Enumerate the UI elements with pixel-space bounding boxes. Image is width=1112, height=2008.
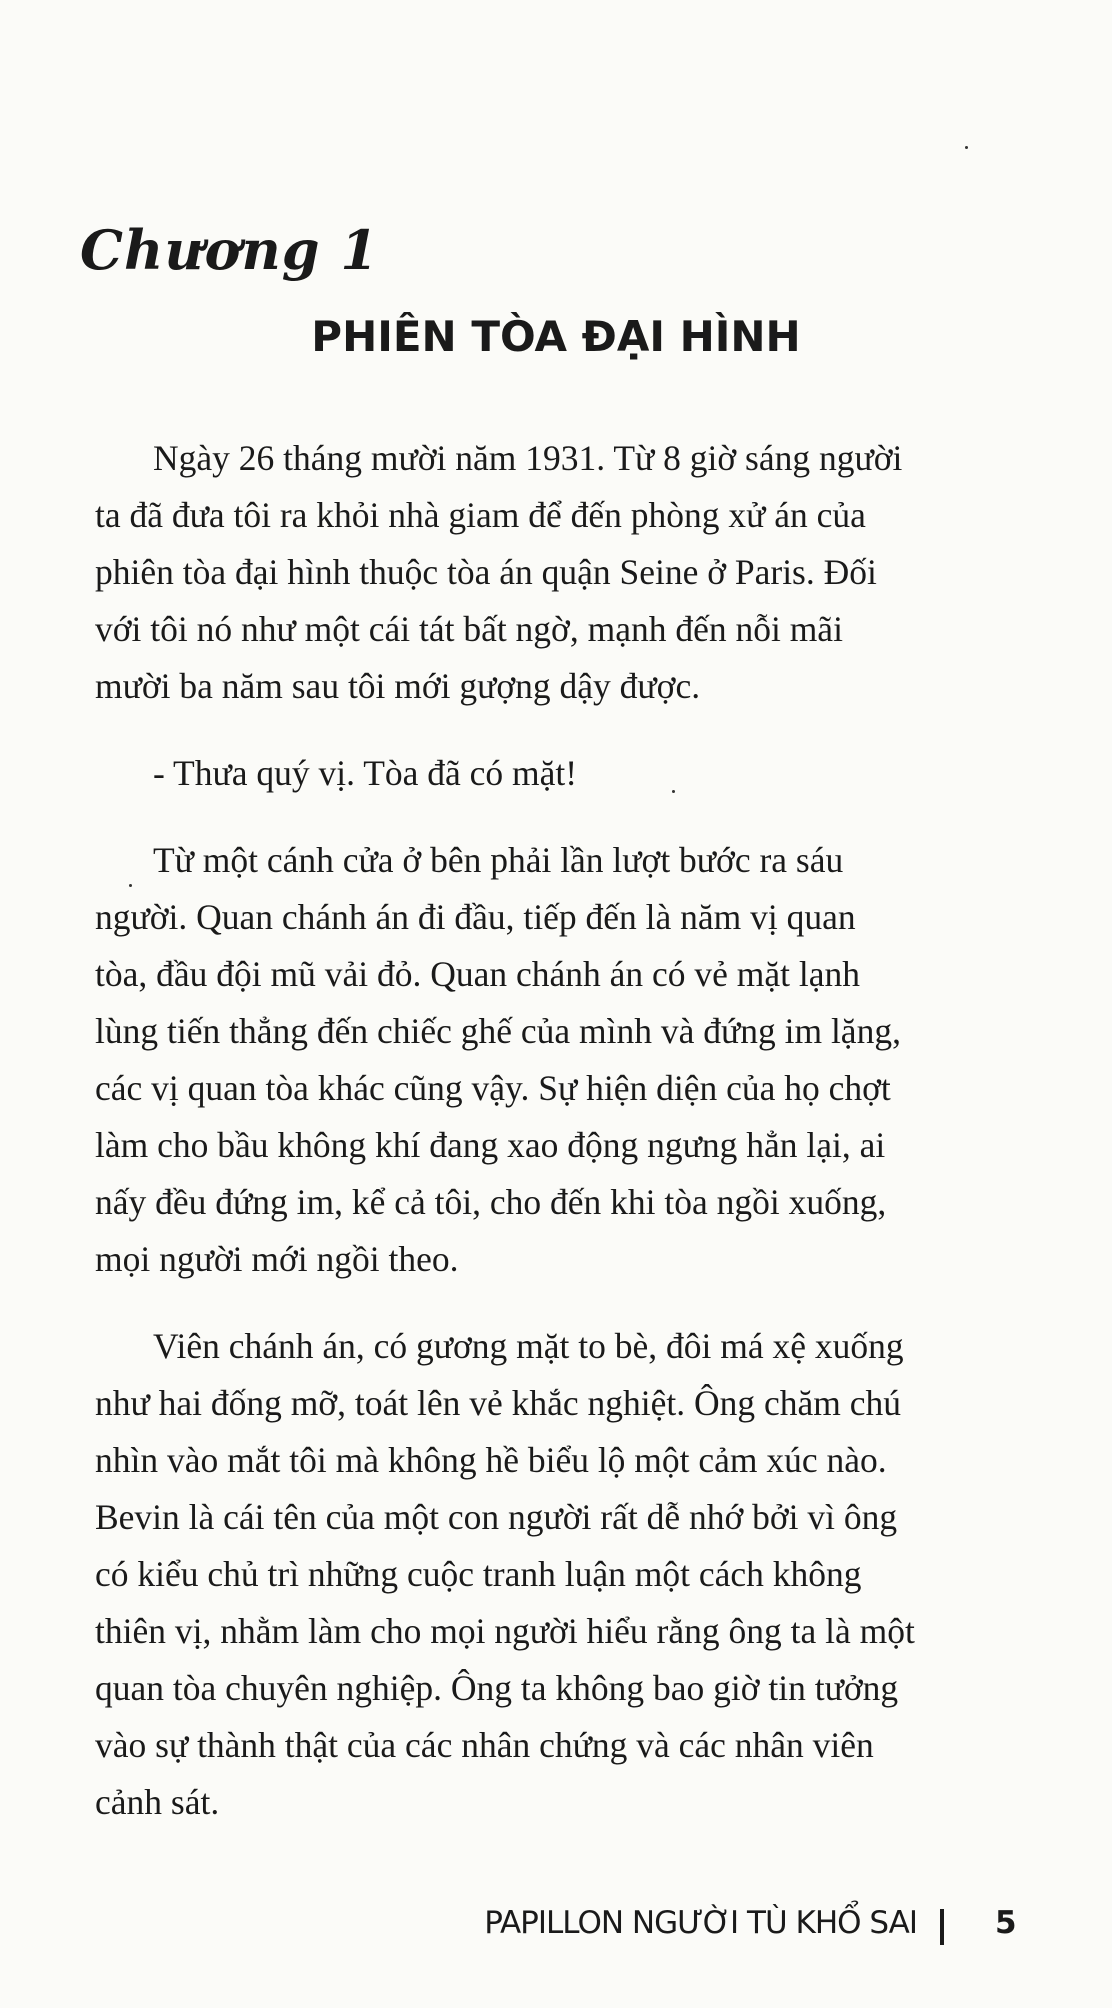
page-footer bbox=[0, 1905, 1112, 1955]
text-line: Viên chánh án, có gương mặt to bè, đôi má xệ xuống bbox=[153, 1326, 904, 1366]
chapter-label: Chương 1 bbox=[80, 218, 379, 282]
paragraph bbox=[95, 832, 1025, 1288]
text-line: Từ một cánh cửa ở bên phải lần lượt bước ra sáu bbox=[153, 840, 844, 880]
footer-divider bbox=[940, 1909, 944, 1945]
text-line: với tôi nó như một cái tát bất ngờ, mạnh đến nỗi mãi bbox=[95, 609, 843, 649]
text-line: các vị quan tòa khác cũng vậy. Sự hiện diện của họ chợt bbox=[95, 1068, 891, 1108]
ink-speck bbox=[965, 146, 968, 149]
text-line: quan tòa chuyên nghiệp. Ông ta không bao giờ tin tưởng bbox=[95, 1668, 899, 1708]
text-line: có kiểu chủ trì những cuộc tranh luận một cách không bbox=[95, 1554, 862, 1594]
text-line: nhìn vào mắt tôi mà không hề biểu lộ một cảm xúc nào. bbox=[95, 1440, 887, 1480]
text-line: làm cho bầu không khí đang xao động ngưng hẳn lại, ai bbox=[95, 1125, 886, 1165]
chapter-title: PHIÊN TÒA ĐẠI HÌNH bbox=[311, 312, 801, 361]
text-line: như hai đống mỡ, toát lên vẻ khắc nghiệt. Ông chăm chú bbox=[95, 1383, 901, 1423]
paragraph bbox=[95, 745, 1025, 802]
text-line: Bevin là cái tên của một con người rất dễ nhớ bởi vì ông bbox=[95, 1497, 898, 1537]
text-line: thiên vị, nhằm làm cho mọi người hiểu rằng ông ta là một bbox=[95, 1611, 915, 1651]
text-line: mười ba năm sau tôi mới gượng dậy được. bbox=[95, 666, 701, 706]
text-line: phiên tòa đại hình thuộc tòa án quận Seine ở Paris. Đối bbox=[95, 552, 877, 592]
text-line: Ngày 26 tháng mười năm 1931. Từ 8 giờ sáng người bbox=[153, 438, 903, 478]
ink-speck bbox=[672, 790, 675, 793]
text-line: - Thưa quý vị. Tòa đã có mặt! bbox=[153, 753, 578, 793]
ink-speck bbox=[129, 884, 132, 887]
paragraph bbox=[95, 430, 1025, 715]
body-text bbox=[95, 430, 1025, 1831]
text-line: ta đã đưa tôi ra khỏi nhà giam để đến phòng xử án của bbox=[95, 495, 866, 535]
text-line: mọi người mới ngồi theo. bbox=[95, 1239, 459, 1279]
text-line: vào sự thành thật của các nhân chứng và các nhân viên bbox=[95, 1725, 874, 1765]
text-line: người. Quan chánh án đi đầu, tiếp đến là năm vị quan bbox=[95, 897, 856, 937]
page-number: 5 bbox=[995, 1905, 1017, 1941]
text-line: cảnh sát. bbox=[95, 1782, 220, 1822]
text-line: lùng tiến thẳng đến chiếc ghế của mình và đứng im lặng, bbox=[95, 1011, 901, 1051]
running-footer-title: PAPILLON NGƯỜI TÙ KHỔ SAI bbox=[484, 1905, 917, 1941]
text-line: nấy đều đứng im, kể cả tôi, cho đến khi tòa ngồi xuống, bbox=[95, 1182, 887, 1222]
paragraph bbox=[95, 1318, 1025, 1831]
text-line: tòa, đầu đội mũ vải đỏ. Quan chánh án có vẻ mặt lạnh bbox=[95, 954, 861, 994]
